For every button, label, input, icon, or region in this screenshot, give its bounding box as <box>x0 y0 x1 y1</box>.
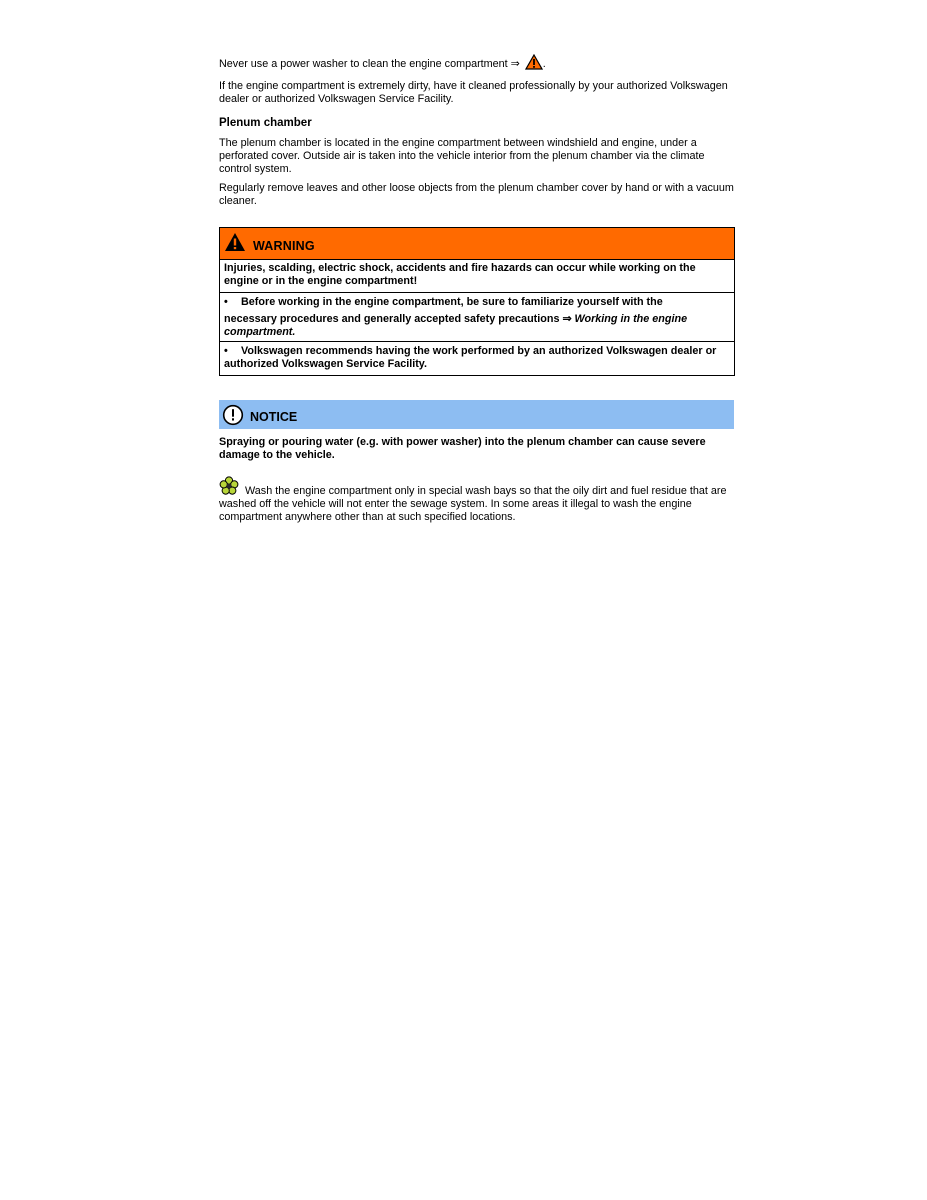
bullet-dot: • <box>224 345 228 357</box>
cross-reference-link[interactable]: Working in the engine compartment <box>224 313 688 338</box>
power-washer-note: Never use a power washer to clean the engine compartment ⇒ . <box>219 54 735 74</box>
plenum-description: The plenum chamber is located in the engine compartment between windshield and engine, under a perforated cover. Outside air is taken into the vehicle interior from the plenum chamber via the climate control system. <box>219 137 705 175</box>
warning-triangle-icon[interactable] <box>525 54 543 74</box>
warning-bullet: • Volkswagen recommends having the work performed by an authorized Volkswagen dealer or authorized Volkswagen Service Facility. <box>220 341 734 373</box>
warning-header <box>220 228 734 260</box>
warning-title: WARNING <box>253 239 315 253</box>
warning-bullet: • Before working in the engine compartment, be sure to familiarize yourself with the necessary procedures and generally accepted safety precautions ⇒ Working in the engine compartment. <box>220 292 734 341</box>
flower-icon <box>219 476 239 500</box>
professional-cleaning-note: If the engine compartment is extremely dirty, have it cleaned professionally by your authorized Volkswagen dealer or authorized Volkswagen Service Facility. <box>219 80 728 105</box>
document-page <box>219 54 735 524</box>
bullet-dot: • <box>224 296 228 308</box>
plenum-maintenance: Regularly remove leaves and other loose objects from the plenum chamber cover by hand or with a vacuum cleaner. <box>219 182 734 207</box>
notice-header <box>219 400 734 429</box>
notice-text: Spraying or pouring water (e.g. with power washer) into the plenum chamber can cause severe damage to the vehicle. <box>219 436 706 461</box>
plenum-heading: Plenum chamber <box>219 117 312 129</box>
exclamation-circle-icon <box>222 404 244 430</box>
warning-body <box>220 260 734 375</box>
notice-title: NOTICE <box>250 410 298 424</box>
warning-lead: Injuries, scalding, electric shock, accidents and fire hazards can occur while working on the engine or in the engine compartment! <box>224 262 696 287</box>
warning-icon <box>224 232 246 256</box>
environment-note: Wash the engine compartment only in special wash bays so that the oily dirt and fuel residue that are washed off the vehicle will not enter the sewage system. In some areas it illegal to wash the engine compartment anywhere other than at such specified locations. <box>219 485 735 524</box>
warning-box <box>219 227 735 376</box>
